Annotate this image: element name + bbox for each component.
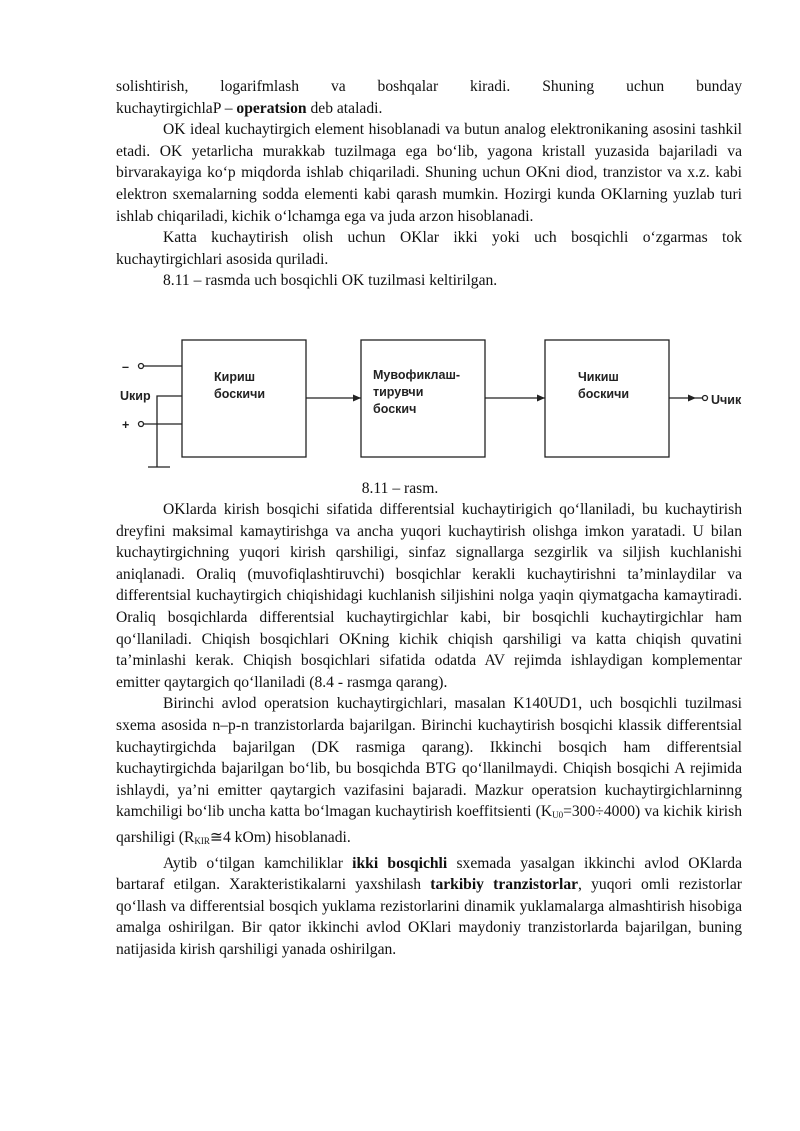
terminal-out	[703, 396, 708, 401]
bold-term-ikki-bosqichli: ikki bosqichli	[352, 854, 448, 872]
wire-ground	[157, 396, 182, 467]
block3-line1: Чикиш	[578, 370, 619, 384]
block3-label	[578, 369, 629, 403]
paragraph-6-text-c: sxemada yasalgan ikkinchi avlod OKlarda bartaraf etilgan. Xarakteristikalarni yaxshilash	[116, 854, 742, 894]
terminal-minus	[139, 364, 144, 369]
terminal-plus	[139, 422, 144, 427]
block1-line2: боскичи	[214, 387, 266, 401]
block2-line3: боскич	[373, 402, 417, 416]
input-minus-sign: –	[122, 360, 129, 374]
paragraph-5	[116, 693, 742, 852]
body-text	[116, 499, 742, 960]
block2-line2: тирувчи	[373, 385, 424, 399]
subscript-kir: KIR	[194, 835, 210, 846]
block3-line2: боскичи	[578, 387, 630, 401]
arrow-2-3	[537, 395, 545, 402]
paragraph-5-text-c: ≅4 kOm) hisoblanadi.	[209, 828, 351, 846]
figure-caption: 8.11 – rasm.	[361, 480, 439, 497]
paragraph-0-end	[116, 98, 742, 120]
paragraph-4: OKlarda kirish bosqichi sifatida differentsial kuchaytirigich qo‘llaniladi, bu kuchaytirish dreyfini maksimal kamaytirishga va ancha yuqori kuchaytirish olishga imkon yaratadi. U bilan kuchaytirgichning yuqori kirish qarshiligi, sinfaz signallarga sezgirlik va siljish kuchlanishi aniqlanadi. Oraliq (muvofiqlashtiruvchi) bosqichlar kerakli kuchaytirishni ta’minlaydilar va differentsial kuchaytirgich chiqishidagi kuchlanish siljishini nolga yaqin qiymatgacha kamaytiradi. Oraliq bosqichlarda differentsial kuchaytirgichlar kabi, bir bosqichli kuchaytirgichlar ham qo‘llaniladi. Chiqish bosqichlari OKning kichik chiqish qarshiligi va katta chiqish quvatini ta’minlashi kerak. Chiqish bosqichlari sifatida odatda AV rejimda ishlaydigan komplementar emitter qaytargich qo‘llaniladi (8.4 - rasmga qarang).	[116, 501, 742, 691]
paragraph-2: Katta kuchaytirish olish uchun OKlar ikki yoki uch bosqichli o‘zgarmas tok kuchaytirgichlari asosida quriladi.	[116, 229, 742, 268]
paragraph-0-text-end: deb ataladi.	[306, 99, 383, 117]
input-plus-sign: +	[122, 418, 130, 432]
subscript-u0: U0	[552, 810, 564, 821]
arrow-out	[688, 395, 696, 402]
paragraph-1: OK ideal kuchaytirgich element hisoblanadi va butun analog elektronikaning asosini tashkil etadi. OK yetarlicha murakkab tuzilmaga ega bo‘lib, yagona kristall yuzasida bajariladi va birvarakayiga ko‘p miqdorda ishlab chiqariladi. Shuning uchun OKni diod, tranzistor va x.z. kabi elektron sxemalarning sodda elementi kabi qarash mumkin. Hozirgi kunda OKlarning yuzlab turi ishlab chiqariladi, kichik o‘lchamga ega va juda arzon hisoblanadi.	[116, 121, 742, 225]
paragraph-0-text: kuchaytirgichlaP –	[116, 99, 237, 117]
input-label: Uкир	[120, 389, 151, 403]
arrow-1-2	[353, 395, 361, 402]
block1-label	[214, 369, 265, 403]
block2-label	[373, 367, 460, 418]
paragraph-5-text-b: =300÷4000) va kichik kirish qarshiligi (R	[116, 803, 742, 846]
top-text	[116, 76, 742, 292]
paragraph-5-text-a: Birinchi avlod operatsion kuchaytirgichlari, masalan K140UD1, uch bosqichli tuzilmasi sxema asosida n–p-n tranzistorlarda bajarilgan. Birinchi kuchaytirish bosqichi klassik differentsial kuchaytirgichda bajarilgan (DK rasmiga qarang). Ikkinchi bosqich ham differentsial kuchaytirgichda bajarilgan bo‘lib, bu bosqichda BTG qo‘llanilmaydi. Chiqish bosqichi A rejimida ishlaydi, ya’ni emitter qaytargich vazifasini bajaradi. Mazkur operatsion kuchaytirgichlarninng kamchiligi bo‘lib uncha katta bo‘lmagan kuchaytirish koeffitsienti (K	[116, 695, 742, 821]
bold-term-operatsion: operatsion	[236, 99, 307, 117]
paragraph-6	[116, 853, 742, 961]
output-label: Uчик	[711, 393, 742, 407]
paragraph-0	[116, 76, 742, 98]
block1-line1: Кириш	[214, 370, 256, 384]
block2-line1: Мувофиклаш-	[373, 368, 461, 382]
paragraph-6-text-e: , yuqori omli rezistorlar qo‘llash va differentsial bosqich yuklama rezistorlarini dinamik yuklamalarga almashtirish hisobiga amalga oshirilgan. Bir qator ikkinchi avlod OKlari maydoniy tranzistorlarda bajarilgan, buning natijasida kirish qarshiligi yanada oshirilgan.	[116, 876, 742, 958]
bold-term-tarkibiy-tranzistorlar: tarkibiy tranzistorlar	[430, 876, 579, 894]
block-diagram	[110, 328, 760, 473]
paragraph-3: 8.11 – rasmda uch bosqichli OK tuzilmasi keltirilgan.	[163, 272, 498, 290]
paragraph-6-text-a: Aytib o‘tilgan kamchiliklar	[163, 854, 353, 872]
paragraph-0-line1: solishtirish, logarifmlash va boshqalar kiradi. Shuning uchun bunday	[116, 78, 742, 95]
